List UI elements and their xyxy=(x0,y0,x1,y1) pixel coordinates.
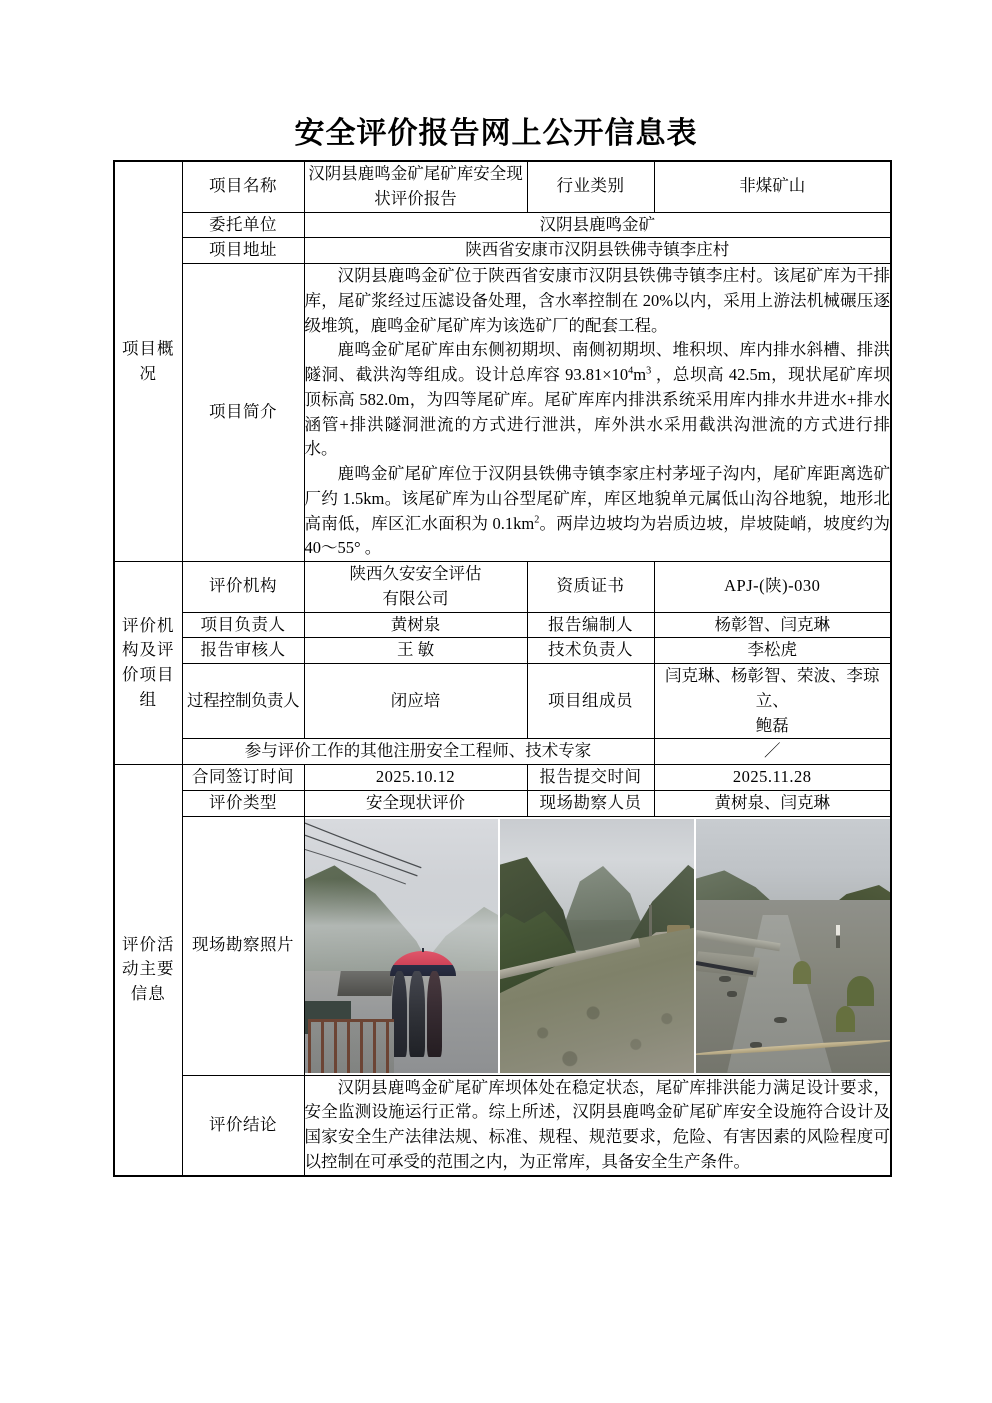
value-evaluation-conclusion xyxy=(304,1075,891,1176)
table-row xyxy=(114,161,891,212)
table-row xyxy=(114,612,891,638)
concrete-structure xyxy=(338,971,396,996)
label-report-reviewer: 报告审核人 xyxy=(182,638,304,664)
intro-p3-part-a: 鹿鸣金矿尾矿库位于汉阴县铁佛寺镇李家庄村茅垭子沟内，尾矿库距离选矿厂约 1.5km。该尾矿库为山谷型尾矿库，库区地貌单元属低山沟谷地貌，地形北高南低，库区汇水面积为 0.1km xyxy=(304,464,890,533)
label-client-unit: 委托单位 xyxy=(182,212,304,238)
table-row xyxy=(114,638,891,664)
table-row xyxy=(114,212,891,238)
public-information-table xyxy=(113,160,892,1177)
intro-paragraph-3 xyxy=(305,462,891,561)
table-row xyxy=(114,664,891,739)
conclusion-paragraph: 汉阴县鹿鸣金矿尾矿库坝体处在稳定状态，尾矿库排洪能力满足设计要求，安全监测设施运行正常。综上所述，汉阴县鹿鸣金矿尾矿库安全设施符合设计及国家安全生产法律法规、标准、规程、规范要求，危险、有害因素的风险程度可以控制在可承受的范围之内，为正常库，具备安全生产条件。 xyxy=(304,1077,890,1171)
intro-paragraph-1: 汉阴县鹿鸣金矿位于陕西省安康市汉阴县铁佛寺镇李庄村。该尾矿库为干排库，尾矿浆经过压滤设备处理，含水率控制在 20%以内，采用上游法机械碾压逐级堆筑，鹿鸣金矿尾矿库为该选矿厂的配套工程。 xyxy=(304,266,890,335)
value-project-team-members xyxy=(654,664,891,739)
rock-debris xyxy=(774,1017,788,1024)
table-row xyxy=(114,790,891,816)
site-photo-dam-crest xyxy=(696,819,890,1073)
person-figure xyxy=(427,971,443,1057)
site-photo-dam-slope xyxy=(500,819,694,1073)
intro-p3-exponent-square: 2 xyxy=(534,514,540,525)
value-client-unit: 汉阴县鹿鸣金矿 xyxy=(304,212,891,238)
metal-railing xyxy=(308,1019,393,1073)
intro-paragraph-2 xyxy=(305,338,891,462)
value-industry-type: 非煤矿山 xyxy=(654,161,891,212)
label-site-surveyors: 现场勘察人员 xyxy=(527,790,654,816)
value-report-author: 杨彰智、闫克琳 xyxy=(654,612,891,638)
value-project-leader: 黄树泉 xyxy=(304,612,527,638)
value-evaluation-agency xyxy=(304,562,527,613)
table-row xyxy=(114,562,891,613)
intro-p2-part-b: m xyxy=(633,365,647,384)
value-project-intro xyxy=(304,264,891,562)
grass-tuft xyxy=(793,961,810,984)
value-project-address: 陕西省安康市汉阴县铁佛寺镇李庄村 xyxy=(304,238,891,264)
table-row xyxy=(114,238,891,264)
value-process-control-leader: 闭应培 xyxy=(304,664,527,739)
value-technical-leader: 李松虎 xyxy=(654,638,891,664)
rock-debris xyxy=(727,991,737,997)
rock-debris xyxy=(719,976,731,982)
table-row xyxy=(114,264,891,562)
person-figure xyxy=(392,971,408,1057)
table-row xyxy=(114,765,891,791)
value-site-surveyors: 黄树泉、闫克琳 xyxy=(654,790,891,816)
site-survey-photos-cell xyxy=(304,816,891,1075)
value-evaluation-type: 安全现状评价 xyxy=(304,790,527,816)
label-report-author: 报告编制人 xyxy=(527,612,654,638)
label-evaluation-type: 评价类型 xyxy=(182,790,304,816)
agency-name-line-1: 陕西久安安全评估 xyxy=(349,564,482,583)
label-project-team-members: 项目组成员 xyxy=(527,664,654,739)
person-figure xyxy=(409,971,425,1057)
label-submission-date: 报告提交时间 xyxy=(527,765,654,791)
intro-p2-exponent-volume: 4 xyxy=(628,365,634,377)
value-contract-date: 2025.10.12 xyxy=(304,765,527,791)
value-project-name: 汉阴县鹿鸣金矿尾矿库安全现状评价报告 xyxy=(304,161,527,212)
section-label-agency: 评价机构及评价项目组 xyxy=(114,562,182,765)
label-project-name: 项目名称 xyxy=(182,161,304,212)
photo-strip xyxy=(305,817,891,1075)
survey-marker-post xyxy=(836,925,839,948)
table-row xyxy=(114,739,891,765)
members-line-1: 闫克琳、杨彰智、荣波、李琼立、 xyxy=(665,666,880,710)
label-technical-leader: 技术负责人 xyxy=(527,638,654,664)
section-label-activity: 评价活动主要信息 xyxy=(114,765,182,1176)
members-line-2: 鲍磊 xyxy=(755,715,789,735)
value-other-participants: ／ xyxy=(654,739,891,765)
intro-p2-part-a: 鹿鸣金矿尾矿库由东侧初期坝、南侧初期坝、堆积坝、库内排水斜槽、排洪隧洞、截洪沟等组成。设计总库容 93.81×10 xyxy=(304,340,890,384)
page-title: 安全评价报告网上公开信息表 xyxy=(294,117,698,150)
label-project-address: 项目地址 xyxy=(182,238,304,264)
label-project-intro: 项目简介 xyxy=(182,264,304,562)
label-qualification-certificate: 资质证书 xyxy=(527,562,654,613)
grass-tuft xyxy=(847,976,874,1006)
section-label-overview: 项目概况 xyxy=(114,161,182,562)
label-contract-date: 合同签订时间 xyxy=(182,765,304,791)
label-process-control-leader: 过程控制负责人 xyxy=(182,664,304,739)
table-row xyxy=(114,816,891,1075)
table-row xyxy=(114,1075,891,1176)
public-information-table-wrapper xyxy=(113,160,890,1177)
label-project-leader: 项目负责人 xyxy=(182,612,304,638)
intro-p3-part-b: 。两岸边坡均为岩质边坡，岸坡陡峭，坡度约为 40～55° 。 xyxy=(304,513,890,558)
label-evaluation-agency: 评价机构 xyxy=(182,562,304,613)
grass-tuft xyxy=(836,1006,855,1031)
power-lines-icon xyxy=(305,819,499,900)
site-photo-misty-valley xyxy=(305,819,499,1073)
label-industry-type: 行业类别 xyxy=(527,161,654,212)
value-qualification-certificate: APJ-(陕)-030 xyxy=(654,562,891,613)
label-evaluation-conclusion: 评价结论 xyxy=(182,1075,304,1176)
label-other-participants: 参与评价工作的其他注册安全工程师、技术专家 xyxy=(182,739,654,765)
intro-p2-exponent-cubic: 3 xyxy=(646,365,652,377)
label-site-survey-photos: 现场勘察照片 xyxy=(182,816,304,1075)
value-submission-date: 2025.11.28 xyxy=(654,765,891,791)
intro-p2-part-c: ，总坝高 42.5m，现状尾矿库坝顶标高 582.0m，为四等尾矿库。尾矿库库内排洪系统采用库内排水井进水+排水涵管+排洪隧洞泄流的方式进行泄洪，库外洪水采用截洪沟泄流的方式进行排水。 xyxy=(304,365,890,459)
value-report-reviewer: 王 敏 xyxy=(304,638,527,664)
agency-name-line-2: 有限公司 xyxy=(382,588,449,608)
